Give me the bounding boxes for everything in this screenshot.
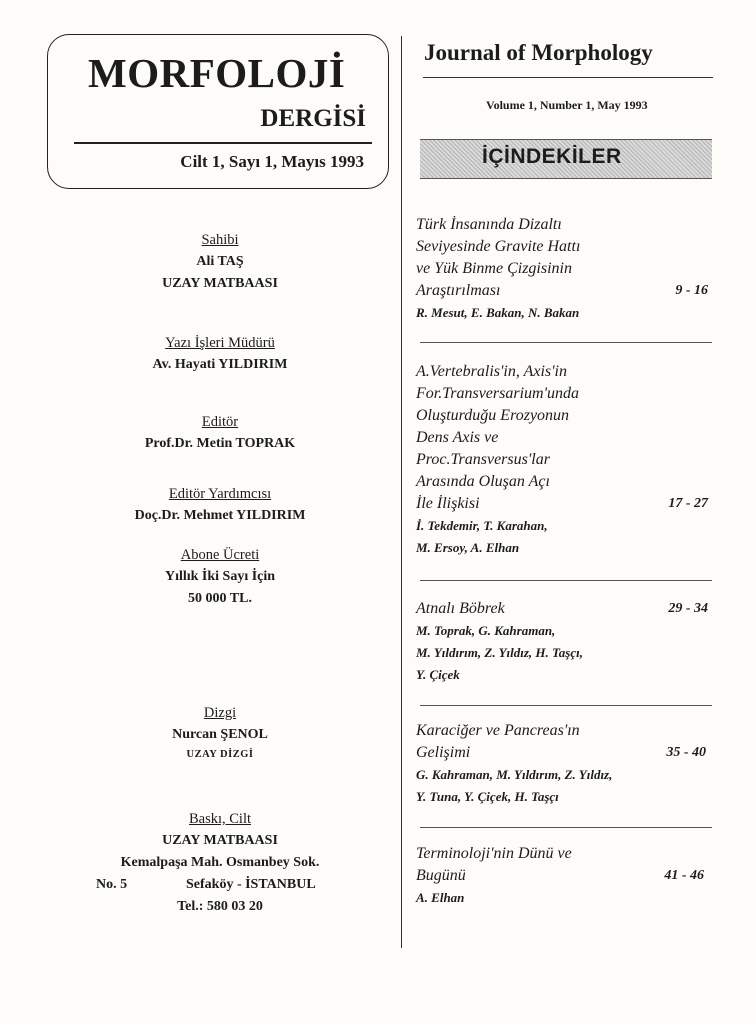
credit-role: Abone Ücreti bbox=[180, 547, 260, 563]
journal-volume: Volume 1, Number 1, May 1993 bbox=[486, 98, 648, 112]
toc-authors: İ. Tekdemir, T. Karahan, bbox=[416, 518, 548, 533]
credit-managing-editor bbox=[60, 335, 380, 379]
toc-title-line: Karaciğer ve Pancreas'ın bbox=[416, 722, 580, 739]
toc-title-line: Proc.Transversus'lar bbox=[416, 451, 550, 468]
credit-role: Editör bbox=[201, 414, 239, 430]
toc-heading-bar bbox=[420, 139, 712, 179]
toc-authors: M. Yıldırım, Z. Yıldız, H. Taşçı, bbox=[416, 645, 583, 660]
credit-role: Dizgi bbox=[203, 705, 237, 721]
toc-authors: R. Mesut, E. Bakan, N. Bakan bbox=[416, 305, 580, 320]
address-line: Kemalpaşa Mah. Osmanbey Sok. bbox=[120, 855, 320, 870]
credit-name: Nurcan ŞENOL bbox=[172, 727, 268, 742]
toc-title-line: ve Yük Binme Çizgisinin bbox=[416, 260, 572, 277]
subscription-price: 50 000 TL. bbox=[188, 591, 252, 606]
credit-org: UZAY MATBAASI bbox=[162, 833, 278, 848]
toc-title-line: İle İlişkisi 17 - 27 bbox=[416, 493, 712, 515]
toc-title-line: Oluşturduğu Erozyonun bbox=[416, 407, 570, 424]
toc-page-range: 29 - 34 bbox=[668, 601, 708, 616]
toc-heading: İÇİNDEKİLER bbox=[482, 145, 622, 168]
toc-title-line: Bugünü 41 - 46 bbox=[416, 865, 712, 887]
toc-authors: M. Toprak, G. Kahraman, bbox=[416, 623, 556, 638]
credit-assistant-editor bbox=[60, 486, 380, 530]
subscription-line: Yıllık İki Sayı İçin bbox=[164, 569, 276, 584]
toc-page-range: 17 - 27 bbox=[668, 496, 708, 511]
toc-entry bbox=[416, 843, 712, 909]
toc-page-range: 41 - 46 bbox=[664, 868, 704, 883]
credit-editor bbox=[60, 414, 380, 458]
credit-name: Prof.Dr. Metin TOPRAK bbox=[144, 436, 296, 451]
masthead-box bbox=[47, 34, 389, 189]
toc-title-line: Türk İnsanında Dizaltı bbox=[416, 216, 562, 233]
column-divider bbox=[401, 36, 402, 948]
toc-divider bbox=[420, 827, 712, 828]
toc-title-line: Atnalı Böbrek 29 - 34 bbox=[416, 598, 712, 620]
toc-divider bbox=[420, 580, 712, 581]
credit-name: Av. Hayati YILDIRIM bbox=[152, 357, 288, 372]
credit-owner bbox=[60, 232, 380, 298]
credit-printing bbox=[60, 811, 380, 921]
credit-role: Yazı İşleri Müdürü bbox=[165, 335, 275, 351]
toc-divider bbox=[420, 705, 712, 706]
masthead-issue: Cilt 1, Sayı 1, Mayıs 1993 bbox=[180, 152, 364, 171]
masthead-title: MORFOLOJİ bbox=[88, 50, 346, 96]
toc-title-line: A.Vertebralis'in, Axis'in bbox=[416, 363, 567, 380]
toc-entry bbox=[416, 214, 712, 324]
toc-title-line: Terminoloji'nin Dünü ve bbox=[416, 845, 572, 862]
address-city: Sefaköy - İSTANBUL bbox=[186, 877, 316, 892]
toc-title-line: Arasında Oluşan Açı bbox=[416, 473, 550, 490]
credit-role: Baskı, Cilt bbox=[188, 811, 252, 827]
credit-name: Ali TAŞ bbox=[196, 254, 244, 269]
toc-title-line: Araştırılması 9 - 16 bbox=[416, 280, 712, 302]
masthead-divider bbox=[74, 142, 372, 144]
credit-name: Doç.Dr. Mehmet YILDIRIM bbox=[134, 508, 306, 523]
toc-title-line: Gelişimi 35 - 40 bbox=[416, 742, 712, 764]
toc-authors: G. Kahraman, M. Yıldırım, Z. Yıldız, bbox=[416, 767, 613, 782]
phone: Tel.: 580 03 20 bbox=[177, 899, 263, 914]
toc-title-line: For.Transversarium'unda bbox=[416, 385, 579, 402]
masthead-subtitle: DERGİSİ bbox=[260, 105, 366, 132]
toc-authors: Y. Tuna, Y. Çiçek, H. Taşçı bbox=[416, 789, 559, 804]
toc-entry bbox=[416, 720, 712, 808]
journal-title-rule bbox=[423, 77, 713, 78]
toc-title-line: Dens Axis ve bbox=[416, 429, 499, 446]
credit-role: Sahibi bbox=[201, 232, 239, 248]
toc-authors: A. Elhan bbox=[416, 890, 465, 905]
toc-entry bbox=[416, 598, 712, 686]
address-number: No. 5 bbox=[96, 877, 128, 892]
credit-role: Editör Yardımcısı bbox=[168, 486, 272, 502]
toc-authors: M. Ersoy, A. Elhan bbox=[416, 540, 520, 555]
credit-typesetting bbox=[60, 705, 380, 766]
toc-title-line: Seviyesinde Gravite Hattı bbox=[416, 238, 581, 255]
journal-title: Journal of Morphology bbox=[424, 40, 653, 65]
toc-entry bbox=[416, 361, 712, 559]
toc-authors: Y. Çiçek bbox=[416, 667, 460, 682]
address-row bbox=[60, 877, 380, 899]
credit-org: UZAY MATBAASI bbox=[162, 276, 278, 291]
toc-divider bbox=[420, 342, 712, 343]
credit-subscription bbox=[60, 547, 380, 613]
toc-page-range: 35 - 40 bbox=[666, 745, 706, 760]
toc-page-range: 9 - 16 bbox=[675, 283, 708, 298]
credit-org: UZAY DİZGİ bbox=[186, 749, 254, 760]
